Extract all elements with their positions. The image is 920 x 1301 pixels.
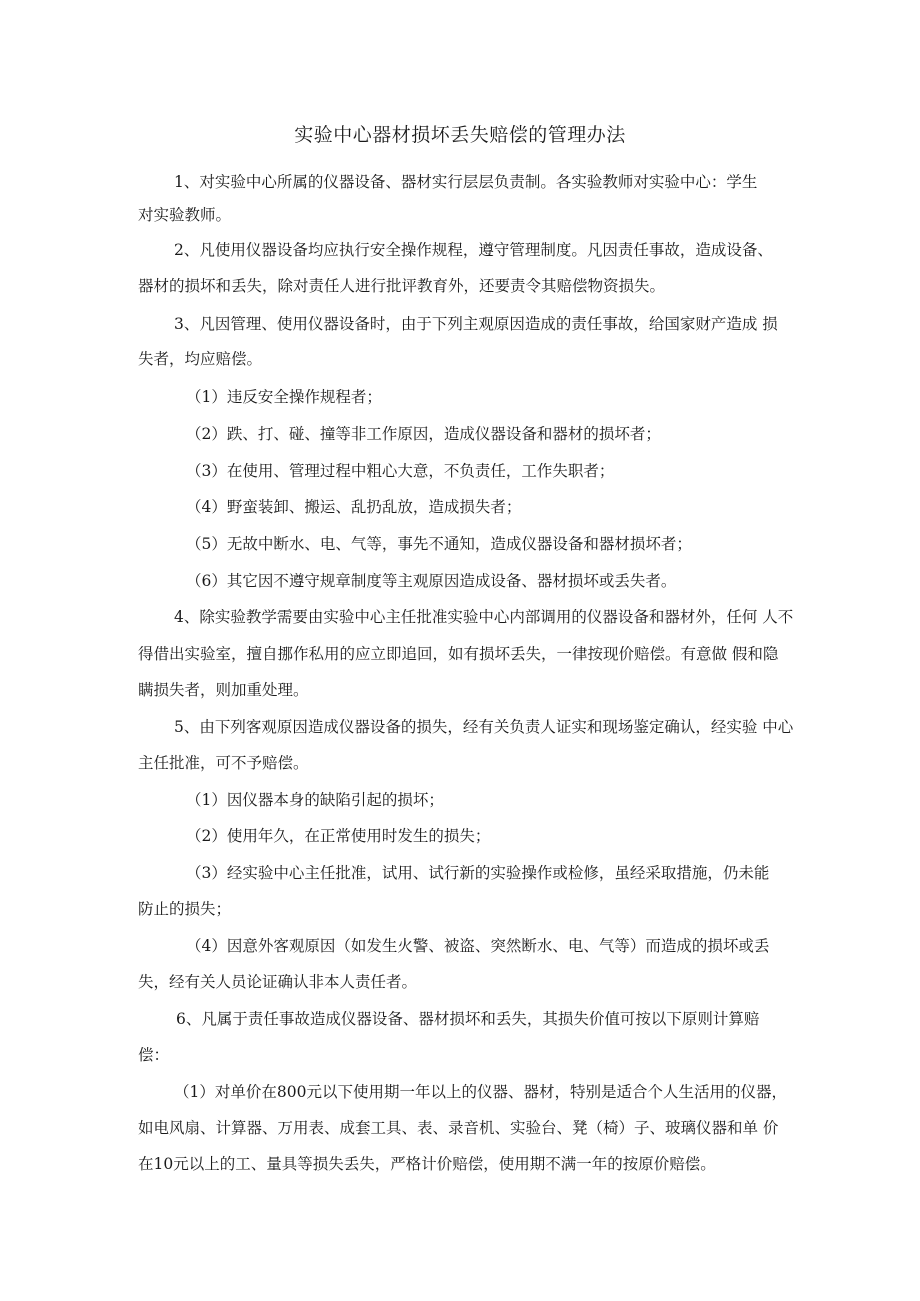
- paragraph-6-line-2: 偿：: [138, 1046, 170, 1064]
- list-item-continuation: 在10元以上的工、量具等损失丢失，严格计价赔偿，使用期不满一年的按原价赔偿。: [138, 1155, 716, 1173]
- list-item: （3）经实验中心主任批准，试用、试行新的实验操作或检修，虽经采取措施，仍未能: [186, 864, 770, 882]
- list-item: （1）因仪器本身的缺陷引起的损坏；: [186, 791, 444, 809]
- document-title: 实验中心器材损坏丢失赔偿的管理办法: [294, 124, 626, 146]
- paragraph-1-line-2: 对实验教师。: [138, 206, 232, 224]
- paragraph-3-line-2: 失者，均应赔偿。: [138, 350, 263, 368]
- list-item-continuation: 防止的损失；: [138, 900, 232, 918]
- list-item: （4）因意外客观原因（如发生火警、被盗、突然断水、电、气等）而造成的损坏或丢: [186, 937, 770, 955]
- paragraph-2-line-2: 器材的损坏和丢失，除对责任人进行批评教育外，还要责令其赔偿物资损失。: [138, 277, 666, 295]
- list-item: （2）使用年久，在正常使用时发生的损失；: [186, 827, 491, 845]
- paragraph-1-line-1: 1、对实验中心所属的仪器设备、器材实行层层负责制。各实验教师对实验中心：学生: [174, 173, 758, 191]
- paragraph-4-line-3: 瞒损失者，则加重处理。: [138, 681, 309, 699]
- paragraph-5-line-2: 主任批准，可不予赔偿。: [138, 754, 309, 772]
- list-item: （6）其它因不遵守规章制度等主观原因造成设备、器材损坏或丢失者。: [186, 572, 677, 590]
- paragraph-5-line-1: 5、由下列客观原因造成仪器设备的损失，经有关负责人证实和现场鉴定确认，经实验 中心: [174, 718, 794, 736]
- list-item: （1）对单价在800元以下使用期一年以上的仪器、器材，特别是适合个人生活用的仪器，: [174, 1083, 787, 1101]
- list-item: （5）无故中断水、电、气等，事先不通知，造成仪器设备和器材损坏者；: [186, 535, 692, 553]
- list-item-continuation: 如电风扇、计算器、万用表、成套工具、表、录音机、实验台、凳（椅）子、玻璃仪器和单 价: [138, 1119, 779, 1137]
- list-item-continuation: 失，经有关人员论证确认非本人责任者。: [138, 973, 418, 991]
- list-item: （3）在使用、管理过程中粗心大意，不负责任，工作失职者；: [186, 462, 615, 480]
- paragraph-4-line-2: 得借出实验室，擅自挪作私用的应立即追回，如有损坏丢失，一律按现价赔偿。有意做 假和隐: [138, 645, 779, 663]
- paragraph-6-line-1: 6、凡属于责任事故造成仪器设备、器材损坏和丢失，其损失价值可按以下原则计算赔: [176, 1010, 760, 1028]
- paragraph-2-line-1: 2、凡使用仪器设备均应执行安全操作规程，遵守管理制度。凡因责任事故，造成设备、: [174, 241, 773, 259]
- paragraph-4-line-1: 4、除实验教学需要由实验中心主任批准实验中心内部调用的仪器设备和器材外，任何 人不: [174, 608, 794, 626]
- list-item: （1）违反安全操作规程者；: [186, 388, 382, 406]
- paragraph-3-line-1: 3、凡因管理、使用仪器设备时，由于下列主观原因造成的责任事故，给国家财产造成 损: [174, 315, 778, 333]
- list-item: （2）跌、打、碰、撞等非工作原因，造成仪器设备和器材的损坏者；: [186, 425, 661, 443]
- list-item: （4）野蛮装卸、搬运、乱扔乱放，造成损失者；: [186, 498, 522, 516]
